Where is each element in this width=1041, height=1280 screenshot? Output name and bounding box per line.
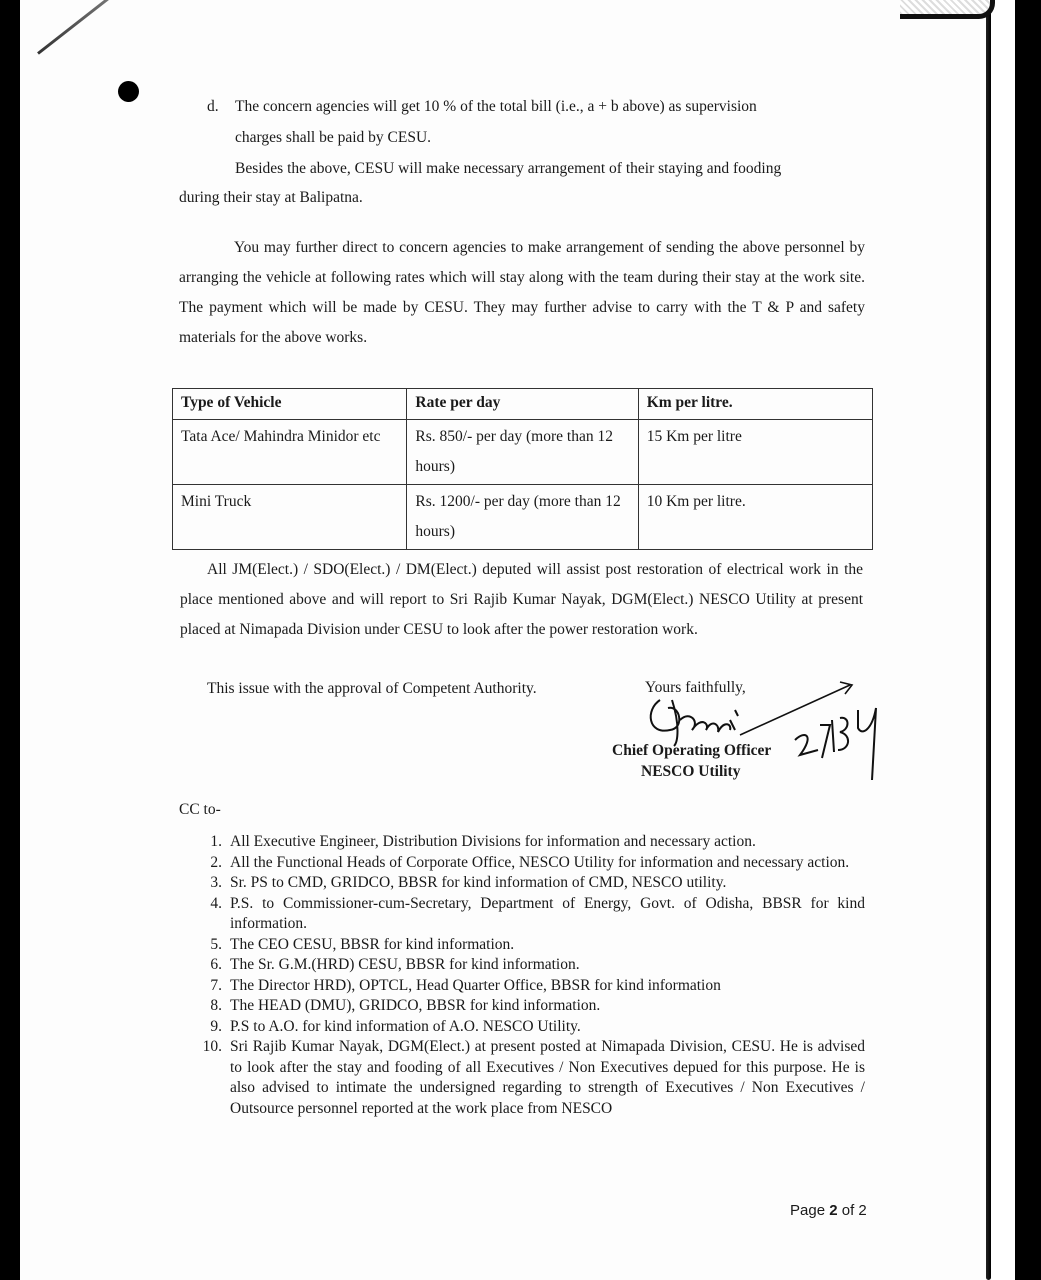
- cc-item: 3. Sr. PS to CMD, GRIDCO, BBSR for kind information of CMD, NESCO utility.: [210, 874, 727, 891]
- cc-item: 6. The Sr. G.M.(HRD) CESU, BBSR for kind information.: [210, 956, 580, 973]
- cell-vehicle-type: Tata Ace/ Mahindra Minidor etc: [173, 420, 407, 485]
- besides-line1: Besides the above, CESU will make necessary arrangement of their staying and fooding: [235, 160, 782, 177]
- cc-heading: CC to-: [179, 801, 221, 818]
- cell-rate: Rs. 1200/- per day (more than 12 hours): [407, 485, 638, 550]
- cc-item: 7. The Director HRD), OPTCL, Head Quarter Office, BBSR for kind information: [210, 976, 721, 994]
- paper-corner: [900, 0, 995, 19]
- header-vehicle-type: Type of Vehicle: [173, 389, 407, 420]
- cc-item: 4. P.S. to Commissioner-cum-Secretary, Department of Energy, Govt. of Odisha, BBSR for kind information.: [210, 894, 865, 932]
- fold-line: [37, 0, 149, 55]
- vehicle-arrangement-paragraph: You may further direct to concern agencies to make arrangement of sending the above personnel by arranging the vehicle at following rates which will stay along with the team during their stay at the work site. The payment which will be made by CESU. They may further advise to carry with the T & P and safety materials for the above works.: [179, 239, 865, 346]
- cell-vehicle-type: Mini Truck: [173, 485, 407, 550]
- item-d-marker: d.: [207, 98, 219, 115]
- restoration-paragraph: All JM(Elect.) / SDO(Elect.) / DM(Elect.) deputed will assist post restoration of electrical work in the place mentioned above and will report to Sri Rajib Kumar Nayak, DGM(Elect.) NESCO Utility at present placed at Nimapada Division under CESU to look after the power restoration work.: [180, 561, 863, 638]
- item-d-line2: charges shall be paid by CESU.: [235, 129, 432, 146]
- cc-list: [200, 832, 865, 1119]
- closing-salutation: Yours faithfully,: [645, 679, 746, 696]
- signatory-title: Chief Operating Officer: [612, 742, 772, 759]
- signatory-organization: NESCO Utility: [641, 763, 741, 780]
- cc-item: 10. Sri Rajib Kumar Nayak, DGM(Elect.) at present posted at Nimapada Division, CESU. He is advised to look after the stay and fooding of all Executives / Non Executives depued for this purpose. He is also advised to intimate the undersigned regarding to strength of Executives / Non Executives / Outsource personnel reported at the work place from NESCO: [202, 1038, 865, 1117]
- scan-border-right: [1015, 0, 1041, 1280]
- cc-item: 1. All Executive Engineer, Distribution Divisions for information and necessary action.: [210, 833, 756, 850]
- cell-rate: Rs. 850/- per day (more than 12 hours): [407, 420, 638, 485]
- approval-line: This issue with the approval of Competent Authority.: [207, 680, 537, 697]
- cc-item: 9. P.S to A.O. for kind information of A.O. NESCO Utility.: [210, 1017, 581, 1035]
- table-header-row: [173, 389, 873, 420]
- table-row: [173, 420, 873, 485]
- paper-edge: [986, 10, 991, 1280]
- vehicle-rate-table: [172, 388, 873, 550]
- item-d-line1: The concern agencies will get 10 % of the total bill (i.e., a + b above) as supervision: [235, 98, 757, 115]
- cc-item: 8. The HEAD (DMU), GRIDCO, BBSR for kind information.: [210, 997, 601, 1014]
- scan-border-left: [0, 0, 20, 1280]
- header-rate-per-day: Rate per day: [407, 389, 638, 420]
- cell-mileage: 15 Km per litre: [638, 420, 872, 485]
- besides-line2: during their stay at Balipatna.: [179, 189, 363, 206]
- cell-mileage: 10 Km per litre.: [638, 485, 872, 550]
- scan-margin-right: [987, 0, 1015, 1280]
- cc-item: 2. All the Functional Heads of Corporate Office, NESCO Utility for information and necessary action.: [210, 853, 850, 871]
- page-number: Page 2 of 2: [790, 1202, 867, 1219]
- punch-hole-dot: [118, 81, 139, 102]
- table-row: [173, 485, 873, 550]
- header-km-per-litre: Km per litre.: [638, 389, 872, 420]
- cc-item: 5. The CEO CESU, BBSR for kind information.: [210, 935, 515, 953]
